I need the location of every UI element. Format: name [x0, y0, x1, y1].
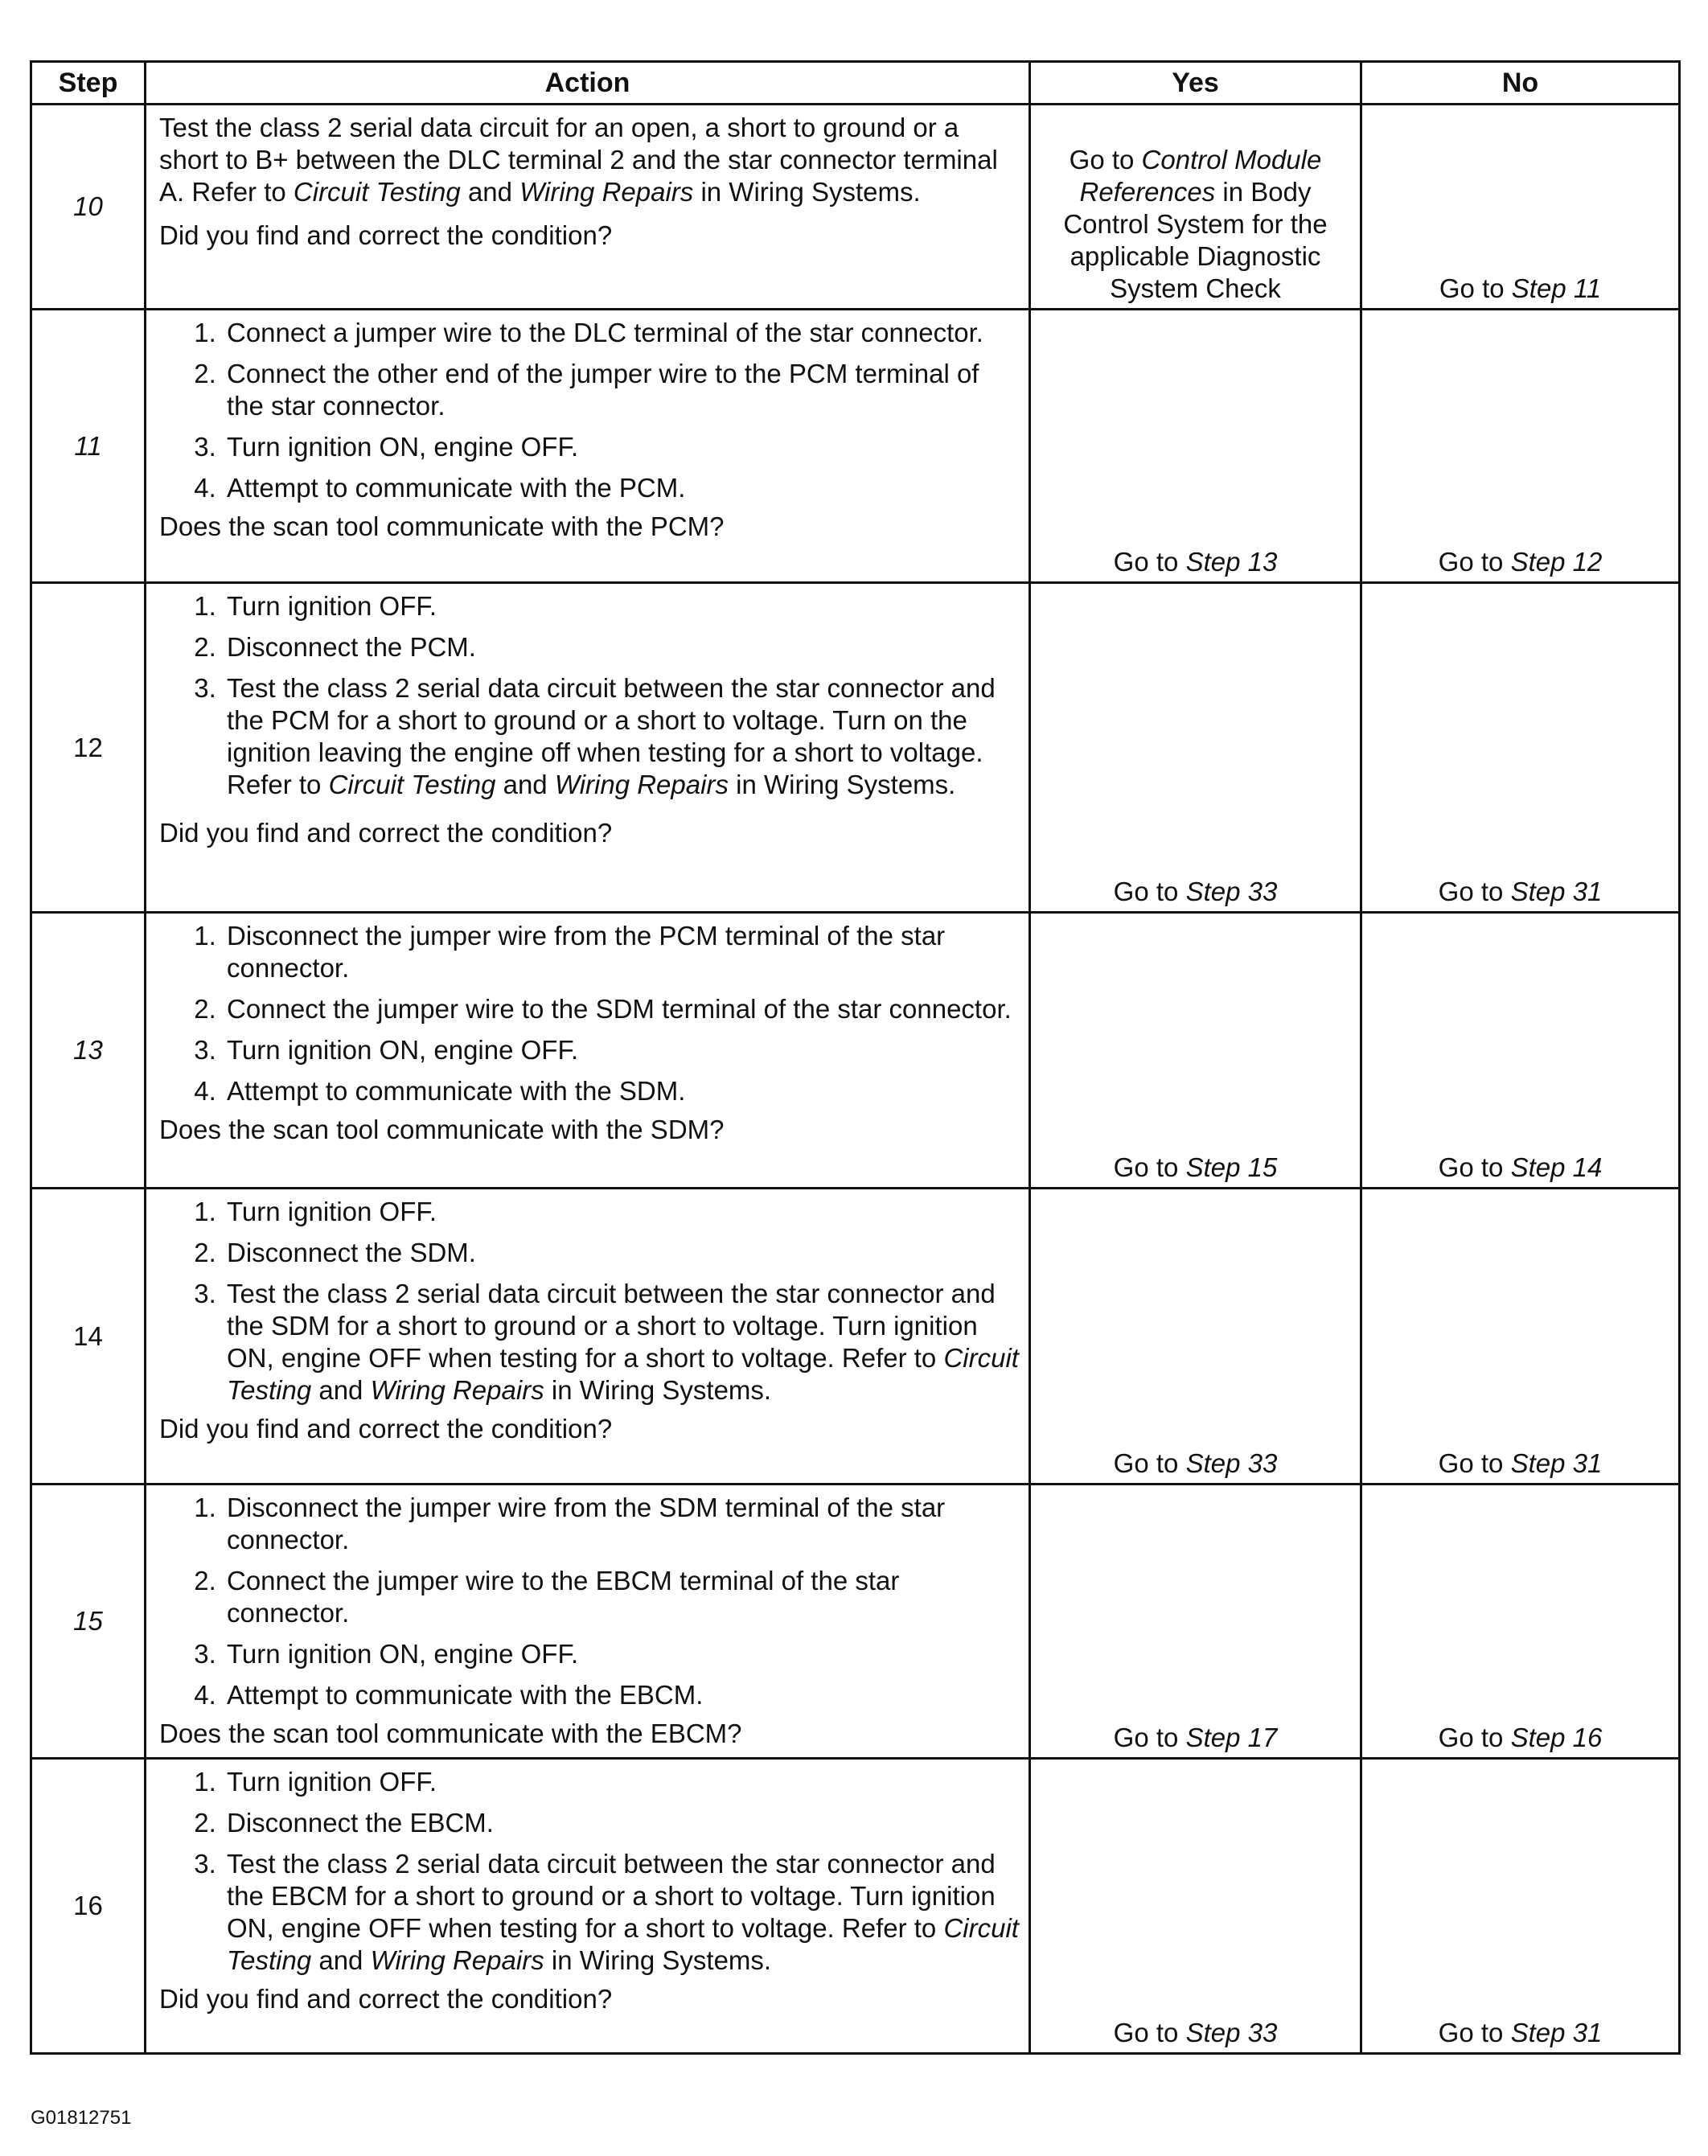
action-item: 1. Turn ignition OFF.: [224, 1766, 1019, 1798]
action-question: Did you find and correct the condition?: [159, 818, 613, 848]
action-item: 2. Connect the jumper wire to the SDM terminal of the star connector.: [224, 993, 1019, 1025]
table-row: [31, 105, 1680, 310]
table-row: [31, 310, 1680, 583]
action-item: 1. Turn ignition OFF.: [224, 590, 1019, 622]
action-item: 3. Turn ignition ON, engine OFF.: [224, 1034, 1019, 1066]
action-item: 4. Attempt to communicate with the PCM.: [224, 472, 1019, 504]
action-item: 1. Disconnect the jumper wire from the SDM terminal of the star connector.: [224, 1492, 1019, 1556]
yes-cell: Go to Step 13: [1030, 310, 1361, 583]
figure-code: G01812751: [31, 2107, 132, 2129]
no-cell: Go to Step 16: [1361, 1485, 1680, 1759]
action-text: Test the class 2 serial data circuit for an open, a short to ground or a short to B+ between the DLC terminal 2 and the star connector terminal A. Refer to Circuit Testing and Wiring Repairs in Wiring Systems.: [159, 113, 998, 207]
action-steps: [159, 590, 1019, 801]
diagnostic-table: [30, 60, 1681, 2055]
step-number: 10: [31, 105, 146, 310]
step-number: 12: [31, 583, 146, 913]
action-cell: [146, 583, 1030, 913]
yes-cell: Go to Step 33: [1030, 583, 1361, 913]
action-item: 4. Attempt to communicate with the EBCM.: [224, 1679, 1019, 1711]
step-number: 16: [31, 1759, 146, 2054]
table-row: [31, 583, 1680, 913]
action-cell: [146, 913, 1030, 1189]
header-action: Action: [146, 62, 1030, 105]
action-item: 1. Disconnect the jumper wire from the PCM terminal of the star connector.: [224, 920, 1019, 984]
action-item: 2. Connect the jumper wire to the EBCM terminal of the star connector.: [224, 1565, 1019, 1629]
table-row: [31, 1759, 1680, 2054]
action-item: 2. Disconnect the EBCM.: [224, 1807, 1019, 1839]
action-item: 3. Test the class 2 serial data circuit between the star connector and the PCM for a short to ground or a short to voltage. Turn on the ignition leaving the engine off when testing for a short to voltage. Refer to Circuit Testing and Wiring Repairs in Wiring Systems.: [224, 672, 1019, 801]
yes-cell: Go to Control Module References in Body Control System for the applicable Diagnostic System Check: [1030, 105, 1361, 310]
action-item: 1. Connect a jumper wire to the DLC terminal of the star connector.: [224, 317, 1019, 349]
action-item: 1. Turn ignition OFF.: [224, 1196, 1019, 1228]
step-number: 13: [31, 913, 146, 1189]
no-cell: Go to Step 31: [1361, 1189, 1680, 1485]
action-item: 2. Disconnect the SDM.: [224, 1237, 1019, 1269]
no-cell: Go to Step 31: [1361, 583, 1680, 913]
action-item: 2. Disconnect the PCM.: [224, 631, 1019, 663]
action-question: Does the scan tool communicate with the PCM?: [159, 511, 725, 541]
action-item: 3. Test the class 2 serial data circuit between the star connector and the SDM for a short to ground or a short to voltage. Turn ignition ON, engine OFF when testing for a short to voltage. Refer to Circuit Testing and Wiring Repairs in Wiring Systems.: [224, 1278, 1019, 1407]
no-cell: Go to Step 14: [1361, 913, 1680, 1189]
header-step: Step: [31, 62, 146, 105]
action-steps: [159, 1492, 1019, 1711]
action-cell: [146, 105, 1030, 310]
action-item: 3. Turn ignition ON, engine OFF.: [224, 1638, 1019, 1670]
step-number: 11: [31, 310, 146, 583]
step-number: 15: [31, 1485, 146, 1759]
no-cell: Go to Step 31: [1361, 1759, 1680, 2054]
no-cell: Go to Step 12: [1361, 310, 1680, 583]
action-steps: [159, 1196, 1019, 1407]
table-row: [31, 1189, 1680, 1485]
header-no: No: [1361, 62, 1680, 105]
action-question: Did you find and correct the condition?: [159, 220, 613, 250]
action-question: Does the scan tool communicate with the SDM?: [159, 1115, 725, 1144]
action-item: 4. Attempt to communicate with the SDM.: [224, 1075, 1019, 1107]
yes-cell: Go to Step 33: [1030, 1189, 1361, 1485]
action-steps: [159, 317, 1019, 504]
table-row: [31, 1485, 1680, 1759]
table-row: [31, 913, 1680, 1189]
action-question: Did you find and correct the condition?: [159, 1414, 613, 1443]
yes-cell: Go to Step 33: [1030, 1759, 1361, 2054]
header-yes: Yes: [1030, 62, 1361, 105]
action-item: 3. Test the class 2 serial data circuit between the star connector and the EBCM for a short to ground or a short to voltage. Turn ignition ON, engine OFF when testing for a short to voltage. Refer to Circuit Testing and Wiring Repairs in Wiring Systems.: [224, 1848, 1019, 1977]
action-item: 3. Turn ignition ON, engine OFF.: [224, 431, 1019, 463]
action-steps: [159, 1766, 1019, 1977]
action-cell: [146, 1759, 1030, 2054]
step-number: 14: [31, 1189, 146, 1485]
action-item: 2. Connect the other end of the jumper wire to the PCM terminal of the star connector.: [224, 358, 1019, 422]
no-cell: Go to Step 11: [1361, 105, 1680, 310]
action-steps: [159, 920, 1019, 1107]
yes-cell: Go to Step 17: [1030, 1485, 1361, 1759]
action-cell: [146, 1485, 1030, 1759]
action-cell: [146, 1189, 1030, 1485]
header-row: [31, 62, 1680, 105]
action-question: Did you find and correct the condition?: [159, 1984, 613, 2014]
action-cell: [146, 310, 1030, 583]
action-question: Does the scan tool communicate with the EBCM?: [159, 1719, 742, 1748]
yes-cell: Go to Step 15: [1030, 913, 1361, 1189]
